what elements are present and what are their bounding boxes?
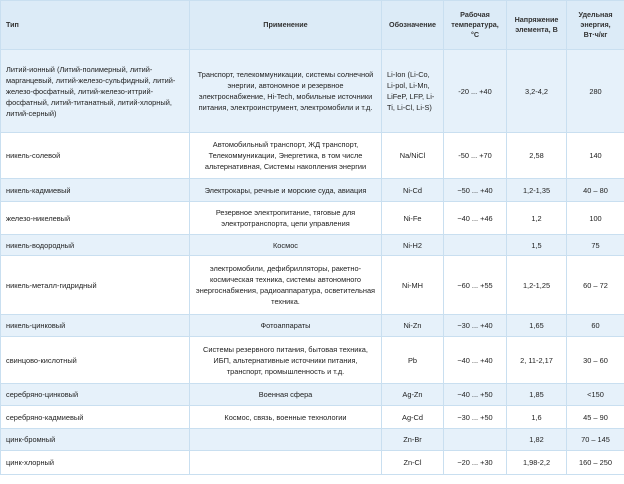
cell-type: серебряно-цинковый xyxy=(1,384,190,406)
cell-temperature: −40 ... +40 xyxy=(444,337,507,384)
cell-symbol: Li-Ion (Li-Co, Li-pol, Li-Mn, LiFeP, LFP, Li-Ti, Li-Cl, Li-S) xyxy=(382,50,444,133)
header-energy: Удельная энергия, Вт·ч/кг xyxy=(567,1,624,50)
cell-energy: 140 xyxy=(567,133,624,179)
cell-energy: 75 xyxy=(567,235,624,256)
cell-energy: 30 – 60 xyxy=(567,337,624,384)
cell-temperature: −20 ... +30 xyxy=(444,451,507,475)
cell-temperature: −40 ... +50 xyxy=(444,384,507,406)
cell-temperature xyxy=(444,235,507,256)
cell-voltage: 1,65 xyxy=(507,315,567,337)
cell-application: Системы резервного питания, бытовая техника, ИБП, альтернативные источники питания, транспорт, промышленность и т.д. xyxy=(190,337,382,384)
cell-symbol: Zn-Br xyxy=(382,429,444,451)
cell-symbol: Zn-Cl xyxy=(382,451,444,475)
cell-voltage: 1,82 xyxy=(507,429,567,451)
cell-voltage: 1,2-1,35 xyxy=(507,179,567,202)
cell-temperature xyxy=(444,429,507,451)
cell-temperature: −40 ... +46 xyxy=(444,202,507,235)
cell-application: Космос xyxy=(190,235,382,256)
cell-type: свинцово-кислотный xyxy=(1,337,190,384)
table-row xyxy=(1,202,624,235)
header-temperature: Рабочая температура, °С xyxy=(444,1,507,50)
cell-application: Космос, связь, военные технологии xyxy=(190,406,382,429)
cell-energy: <150 xyxy=(567,384,624,406)
cell-voltage: 2, 11-2,17 xyxy=(507,337,567,384)
cell-application: Военная сфера xyxy=(190,384,382,406)
cell-temperature: −50 ... +40 xyxy=(444,179,507,202)
cell-type: цинк-бромный xyxy=(1,429,190,451)
cell-type: железо-никелевый xyxy=(1,202,190,235)
cell-symbol: Ag-Zn xyxy=(382,384,444,406)
table-row xyxy=(1,50,624,133)
cell-symbol: Ni-Cd xyxy=(382,179,444,202)
cell-type: никель-солевой xyxy=(1,133,190,179)
cell-energy: 280 xyxy=(567,50,624,133)
cell-voltage: 1,85 xyxy=(507,384,567,406)
cell-voltage: 3,2-4,2 xyxy=(507,50,567,133)
cell-type: никель-цинковый xyxy=(1,315,190,337)
cell-type: серебряно-кадмиевый xyxy=(1,406,190,429)
cell-application: Транспорт, телекоммуникации, системы солнечной энергии, автономное и резервное электроснабжение, Hi-Tech, мобильные источники питания, электроинструмент, электромобили и т.д. xyxy=(190,50,382,133)
header-type: Тип xyxy=(1,1,190,50)
cell-symbol: Pb xyxy=(382,337,444,384)
header-symbol: Обозначение xyxy=(382,1,444,50)
cell-symbol: Na/NiCl xyxy=(382,133,444,179)
cell-type: никель-водородный xyxy=(1,235,190,256)
cell-voltage: 1,2 xyxy=(507,202,567,235)
cell-application: Электрокары, речные и морские суда, авиация xyxy=(190,179,382,202)
table-row xyxy=(1,406,624,429)
cell-energy: 60 xyxy=(567,315,624,337)
table-row xyxy=(1,315,624,337)
cell-energy: 45 – 90 xyxy=(567,406,624,429)
table-row xyxy=(1,337,624,384)
cell-symbol: Ni-Fe xyxy=(382,202,444,235)
cell-application: Автомобильный транспорт, ЖД транспорт, Телекоммуникации, Энергетика, в том числе альтернативная, Системы накопления энергии xyxy=(190,133,382,179)
cell-symbol: Ag-Cd xyxy=(382,406,444,429)
table-row xyxy=(1,256,624,315)
cell-symbol: Ni-MH xyxy=(382,256,444,315)
cell-energy: 160 – 250 xyxy=(567,451,624,475)
table-row xyxy=(1,451,624,475)
cell-energy: 40 – 80 xyxy=(567,179,624,202)
cell-symbol: Ni-H2 xyxy=(382,235,444,256)
cell-voltage: 1,5 xyxy=(507,235,567,256)
cell-temperature: −30 ... +40 xyxy=(444,315,507,337)
cell-temperature: −60 ... +55 xyxy=(444,256,507,315)
cell-voltage: 1,98-2,2 xyxy=(507,451,567,475)
cell-temperature: -50 ... +70 xyxy=(444,133,507,179)
cell-application xyxy=(190,451,382,475)
cell-voltage: 1,2-1,25 xyxy=(507,256,567,315)
table-row xyxy=(1,384,624,406)
header-application: Применение xyxy=(190,1,382,50)
cell-type: Литий-ионный (Литий-полимерный, литий-марганцевый, литий-железо-сульфидный, литий-железо-фосфатный, литий-железо-иттрий-фосфатный, литий-титанатный, литий-хлорный, литий-серный) xyxy=(1,50,190,133)
header-voltage: Напряжение элемента, В xyxy=(507,1,567,50)
cell-voltage: 1,6 xyxy=(507,406,567,429)
cell-application: Резервное электропитание, тяговые для электротранспорта, цепи управления xyxy=(190,202,382,235)
table-row xyxy=(1,179,624,202)
table-row xyxy=(1,429,624,451)
cell-energy: 100 xyxy=(567,202,624,235)
cell-voltage: 2,58 xyxy=(507,133,567,179)
cell-application xyxy=(190,429,382,451)
cell-temperature: -20 ... +40 xyxy=(444,50,507,133)
cell-application: Фотоаппараты xyxy=(190,315,382,337)
cell-type: никель-кадмиевый xyxy=(1,179,190,202)
cell-energy: 60 – 72 xyxy=(567,256,624,315)
table-row xyxy=(1,133,624,179)
table-row xyxy=(1,235,624,256)
table-header-row xyxy=(1,1,624,50)
cell-application: электромобили, дефибрилляторы, ракетно-космическая техника, системы автономного энергоснабжения, радиоаппаратура, осветительная техника. xyxy=(190,256,382,315)
cell-symbol: Ni-Zn xyxy=(382,315,444,337)
cell-temperature: −30 ... +50 xyxy=(444,406,507,429)
cell-type: никель-металл-гидридный xyxy=(1,256,190,315)
cell-type: цинк-хлорный xyxy=(1,451,190,475)
cell-energy: 70 – 145 xyxy=(567,429,624,451)
